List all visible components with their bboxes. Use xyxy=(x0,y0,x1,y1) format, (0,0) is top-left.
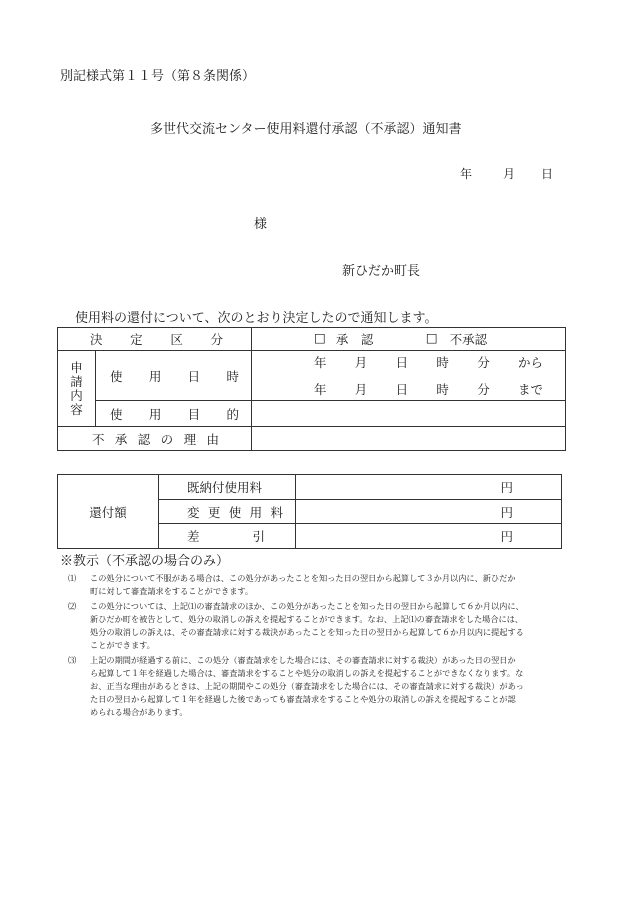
difference-label-char: 差 xyxy=(187,529,200,544)
reject-reason-label xyxy=(58,430,251,448)
from-datetime-row-unit: 分 xyxy=(477,355,490,370)
from-datetime-row-unit: 日 xyxy=(395,355,409,370)
application-content-char: 請 xyxy=(70,373,83,389)
datetime-label-cell xyxy=(96,351,252,401)
difference-label-char: 引 xyxy=(252,529,265,544)
datetime-label-char: 用 xyxy=(148,368,162,384)
yen-unit: 円 xyxy=(500,529,513,544)
application-content-char: 申 xyxy=(70,359,83,375)
from-datetime-row xyxy=(252,353,565,371)
note-item xyxy=(68,572,568,598)
purpose-label-char: 的 xyxy=(226,406,239,422)
application-content-char: 容 xyxy=(70,401,83,417)
to-datetime-row-unit: 分 xyxy=(477,382,490,397)
datetime-label xyxy=(96,367,251,385)
approve-label: 承 認 xyxy=(335,332,374,347)
reject-reason-label-char: 不 xyxy=(92,431,105,447)
to-datetime-row-unit: 日 xyxy=(395,382,409,397)
reject-reason-label-char: 承 xyxy=(114,431,128,447)
datetime-value-cell[interactable] xyxy=(252,351,566,401)
note-number: ⑶ xyxy=(68,655,77,665)
refund-label: 還付額 xyxy=(89,504,127,520)
refund-table xyxy=(57,474,562,549)
note-number: ⑴ xyxy=(68,573,77,583)
notes-list xyxy=(68,572,568,721)
from-datetime-row-unit: から xyxy=(517,355,543,370)
from-datetime-row-unit: 月 xyxy=(354,355,368,370)
from-datetime-row-unit: 時 xyxy=(436,355,449,370)
purpose-value-cell[interactable] xyxy=(252,401,566,427)
changed-fee-label-char: 用 xyxy=(249,504,263,520)
purpose-label xyxy=(96,405,251,423)
purpose-label-char: 使 xyxy=(110,406,123,422)
note-text: この処分については、上記⑴の審査請求のほか、この処分があったことを知った日の翌日から起算して６か月以内に、 新ひだか町を被告として、処分の取消しの訴えを提起することができます。なお、上記⑴の審査請求をした場合には、 処分の取消しの訴えは、その審査請求に対する裁決があったことを知った日の翌日から起算して６か月以内に提起する ことができます。 xyxy=(90,601,524,650)
reject-reason-label-cell xyxy=(58,427,252,451)
application-content-cell xyxy=(58,351,96,427)
note-item xyxy=(68,654,568,719)
decision-label-char: 区 xyxy=(170,332,183,347)
decision-label-cell xyxy=(58,328,252,351)
to-datetime-row-unit: 時 xyxy=(436,382,449,397)
to-datetime-row-unit: 年 xyxy=(314,382,327,397)
decision-label-char: 決 xyxy=(90,332,103,347)
decision-options-cell xyxy=(252,328,566,351)
decision-label xyxy=(58,330,251,348)
reject-reason-label-char: 理 xyxy=(183,431,197,447)
intro-text: 使用料の還付について、次のとおり決定したので通知します。 xyxy=(75,311,438,326)
approve-checkbox[interactable]: □ xyxy=(314,330,326,345)
changed-fee-label-char: 料 xyxy=(270,504,283,520)
sender: 新ひだか町長 xyxy=(342,264,421,279)
datetime-label-char: 使 xyxy=(110,368,123,384)
addressee-suffix: 様 xyxy=(254,217,268,232)
purpose-label-char: 用 xyxy=(148,406,162,422)
application-content-char: 内 xyxy=(70,387,83,403)
note-item xyxy=(68,600,568,652)
difference-value-cell[interactable] xyxy=(296,524,562,549)
note-text: この処分について不服がある場合は、この処分があったことを知った日の翌日から起算して３か月以内に、新ひだか 町に対して審査請求をすることができます。 xyxy=(90,573,516,596)
decision-label-char: 定 xyxy=(130,332,143,347)
difference-label-cell xyxy=(159,524,296,549)
reject-reason-label-char: 由 xyxy=(206,431,219,447)
changed-fee-label-char: 更 xyxy=(207,504,221,520)
application-content-label xyxy=(58,361,95,417)
datetime-label-char: 時 xyxy=(226,368,239,384)
datetime-label-char: 日 xyxy=(187,368,201,384)
decision-label-char: 分 xyxy=(210,332,223,347)
changed-fee-label xyxy=(159,503,295,521)
changed-fee-label-char: 変 xyxy=(187,504,200,520)
reject-reason-label-char: 認 xyxy=(137,431,151,447)
reject-checkbox[interactable]: □ xyxy=(425,330,438,345)
date-day: 日 xyxy=(541,167,554,181)
paid-fee-label: 既納付使用料 xyxy=(187,480,263,495)
decision-table xyxy=(57,327,566,451)
document-title: 多世代交流センター使用料還付承認（不承認）通知書 xyxy=(150,122,462,137)
changed-fee-label-cell xyxy=(159,500,296,524)
to-datetime-row-unit: まで xyxy=(517,382,543,397)
refund-label-cell xyxy=(58,475,159,549)
difference-label xyxy=(159,527,295,545)
changed-fee-label-char: 使 xyxy=(228,504,242,520)
date-year: 年 xyxy=(460,167,473,181)
paid-fee-value-cell[interactable] xyxy=(296,475,562,500)
form-number: 別記様式第１１号（第８条関係） xyxy=(60,69,256,84)
reject-label: 不承認 xyxy=(449,332,488,347)
yen-unit: 円 xyxy=(500,504,513,520)
from-datetime-row-unit: 年 xyxy=(314,355,327,370)
paid-fee-label-cell xyxy=(159,475,296,500)
note-number: ⑵ xyxy=(68,601,77,611)
reject-reason-label-char: の xyxy=(160,431,174,447)
reject-reason-value-cell[interactable] xyxy=(252,427,566,451)
changed-fee-value-cell[interactable] xyxy=(296,500,562,524)
purpose-label-cell xyxy=(96,401,252,427)
notice-heading: ※教示（不承認の場合のみ） xyxy=(60,554,230,569)
date-month: 月 xyxy=(503,167,516,181)
yen-unit: 円 xyxy=(500,480,513,495)
note-text: 上記の期間が経過する前に、この処分（審査請求をした場合には、その審査請求に対する裁決）があった日の翌日か ら起算して１年を経過した場合は、審査請求をすることや処分の取消しの訴えを提起することができなくなります。な お、正当な理由があるときは、上記の期間やこの処分（審査請求をした場合には、その審査請求に対する裁決）があっ た日の翌日から起算して１年を経過した後であっても審査請求をすることや処分の取消しの訴えを提起することが認 められる場合があります。 xyxy=(90,655,524,717)
to-datetime-row-unit: 月 xyxy=(354,382,368,397)
purpose-label-char: 目 xyxy=(187,406,201,422)
to-datetime-row xyxy=(252,380,565,398)
